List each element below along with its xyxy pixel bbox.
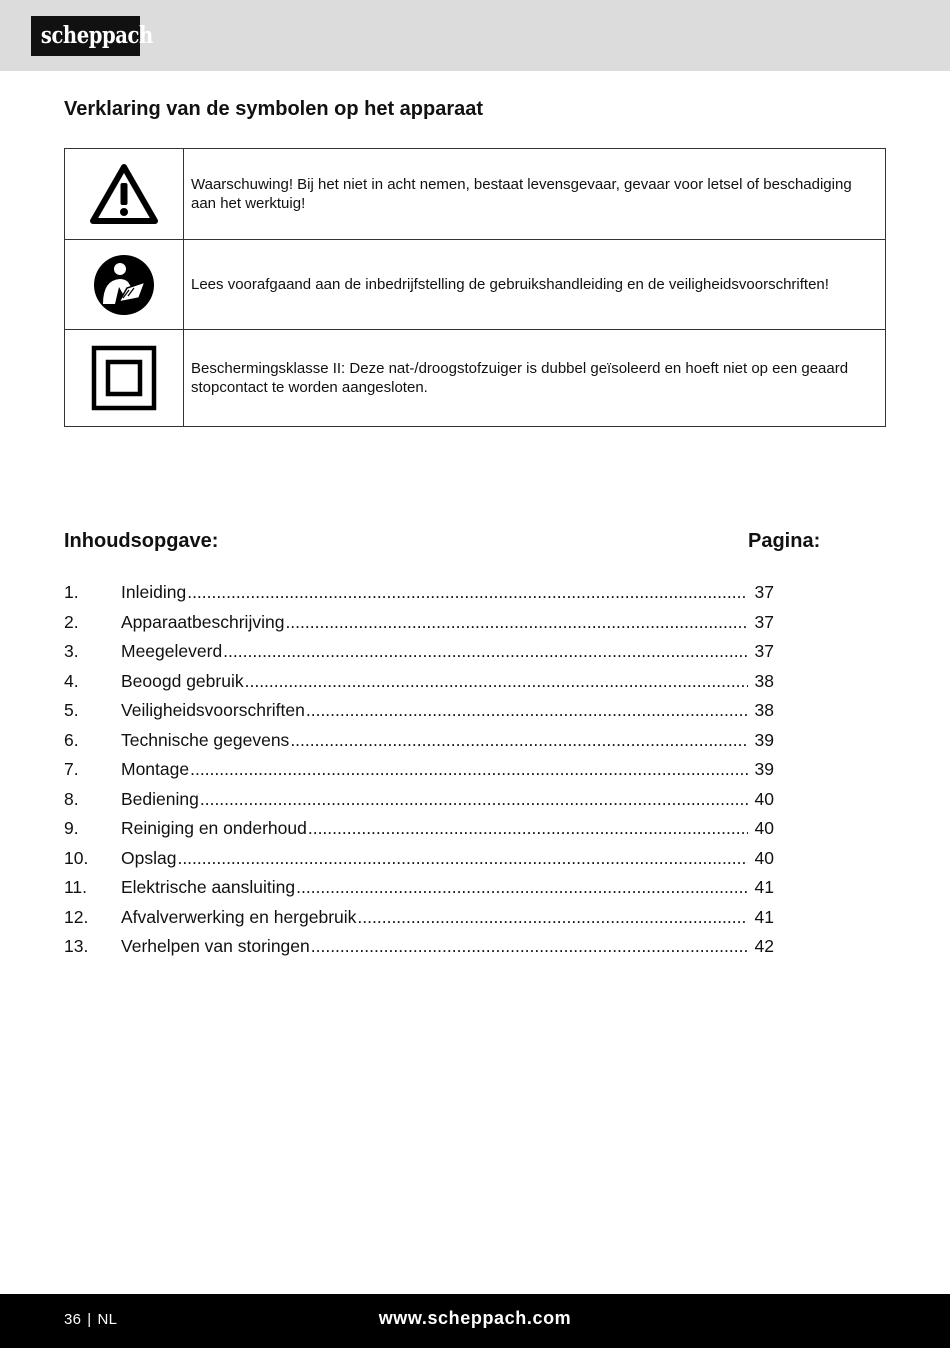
toc-item-label: Apparaatbeschrijving: [121, 611, 285, 632]
symbols-table: [64, 148, 886, 427]
toc-item-number: 5.: [64, 700, 79, 720]
toc-item-page: 38: [754, 700, 774, 720]
toc-item-page: 37: [754, 582, 774, 602]
toc-item-page: 39: [754, 759, 774, 779]
page-footer: [0, 1294, 950, 1348]
toc-leader: [357, 907, 748, 928]
toc-leader: [177, 848, 748, 869]
symbol-icon-cell: [65, 240, 184, 330]
toc-leader: [190, 759, 748, 780]
toc-item-label: Meegeleverd: [121, 641, 223, 661]
symbol-icon-cell: [65, 330, 184, 427]
symbol-description: Beschermingsklasse II: Deze nat-/droogstofzuiger is dubbel geïsoleerd en hoeft niet op een geaard stopcontact te worden aangesloten.: [184, 330, 886, 427]
toc-leader: [296, 877, 748, 898]
warning-triangle-icon: [89, 163, 159, 225]
toc-page-heading: Pagina:: [748, 530, 821, 552]
toc-item[interactable]: [64, 848, 774, 878]
protection-class-ii-icon: [91, 345, 157, 411]
toc-item-number: 9.: [64, 818, 79, 838]
toc-item-number: 8.: [64, 788, 79, 809]
toc-item-page: 39: [754, 729, 774, 750]
toc-item[interactable]: [64, 700, 774, 730]
toc-item-page: 40: [754, 788, 774, 809]
toc-leader: [306, 700, 748, 721]
toc-item-number: 1.: [64, 582, 79, 602]
table-of-contents: [64, 582, 774, 966]
toc-item-label: Opslag: [121, 847, 177, 868]
toc-item-number: 13.: [64, 936, 89, 956]
toc-item[interactable]: [64, 759, 774, 789]
toc-leader: [308, 818, 748, 839]
toc-item-label: Technische gegevens: [121, 729, 290, 750]
symbol-icon-cell: [65, 149, 184, 240]
toc-item-label: Beoogd gebruik: [121, 670, 244, 691]
page-separator: |: [87, 1311, 92, 1328]
toc-item-label: Reiniging en onderhoud: [121, 818, 307, 838]
toc-item-number: 6.: [64, 729, 79, 750]
toc-item-number: 11.: [64, 877, 88, 897]
read-manual-icon: [93, 254, 155, 316]
toc-item-number: 7.: [64, 759, 79, 779]
toc-item-page: 42: [754, 936, 774, 956]
scheppach-logo: [31, 16, 153, 56]
toc-heading: Inhoudsopgave:: [64, 530, 219, 552]
toc-item[interactable]: [64, 612, 774, 642]
language-code: NL: [97, 1311, 118, 1328]
toc-item[interactable]: [64, 877, 774, 907]
toc-leader: [311, 936, 748, 957]
toc-item-page: 38: [754, 670, 774, 691]
toc-item-page: 37: [754, 641, 774, 661]
toc-item[interactable]: [64, 789, 774, 819]
toc-leader: [290, 730, 748, 751]
toc-item-number: 3.: [64, 641, 79, 661]
toc-leader: [223, 641, 748, 662]
toc-item[interactable]: [64, 641, 774, 671]
toc-item-page: 40: [754, 847, 774, 868]
toc-item-label: Montage: [121, 759, 190, 779]
toc-item-label: Bediening: [121, 788, 199, 809]
toc-item[interactable]: [64, 818, 774, 848]
toc-item[interactable]: [64, 907, 774, 937]
website-link[interactable]: www.scheppach.com: [378, 1308, 572, 1328]
toc-item-page: 41: [754, 906, 774, 927]
toc-leader: [245, 671, 748, 692]
page-header: [0, 0, 950, 71]
symbol-description: Waarschuwing! Bij het niet in acht nemen, bestaat levensgevaar, gevaar voor letsel of beschadiging aan het werktuig!: [184, 149, 886, 240]
toc-item-number: 2.: [64, 611, 79, 632]
symbol-row: [65, 330, 886, 427]
toc-item[interactable]: [64, 730, 774, 760]
toc-item-number: 12.: [64, 906, 89, 927]
toc-item-label: Elektrische aansluiting: [121, 877, 296, 897]
toc-item[interactable]: [64, 671, 774, 701]
toc-item-label: Afvalverwerking en hergebruik: [121, 906, 357, 927]
symbols-section-title: Verklaring van de symbolen op het apparaat: [64, 98, 484, 120]
toc-item-label: Veiligheidsvoorschriften: [121, 700, 305, 720]
logo-text: scheppach: [40, 22, 153, 49]
toc-item[interactable]: [64, 582, 774, 612]
toc-item-number: 10.: [64, 847, 89, 868]
toc-item-page: 37: [754, 611, 774, 632]
toc-item-page: 41: [754, 877, 774, 897]
page-number: 36: [64, 1311, 82, 1328]
toc-item-number: 4.: [64, 670, 79, 691]
toc-leader: [200, 789, 748, 810]
toc-leader: [285, 612, 748, 633]
toc-item-label: Inleiding: [121, 582, 187, 602]
toc-item-page: 40: [754, 818, 774, 838]
symbol-row: [65, 240, 886, 330]
toc-leader: [187, 582, 748, 603]
symbol-description: Lees voorafgaand aan de inbedrijfstelling de gebruikshandleiding en de veiligheidsvoorschriften!: [184, 240, 886, 330]
toc-item-label: Verhelpen van storingen: [121, 936, 310, 956]
toc-item[interactable]: [64, 936, 774, 966]
symbol-row: [65, 149, 886, 240]
